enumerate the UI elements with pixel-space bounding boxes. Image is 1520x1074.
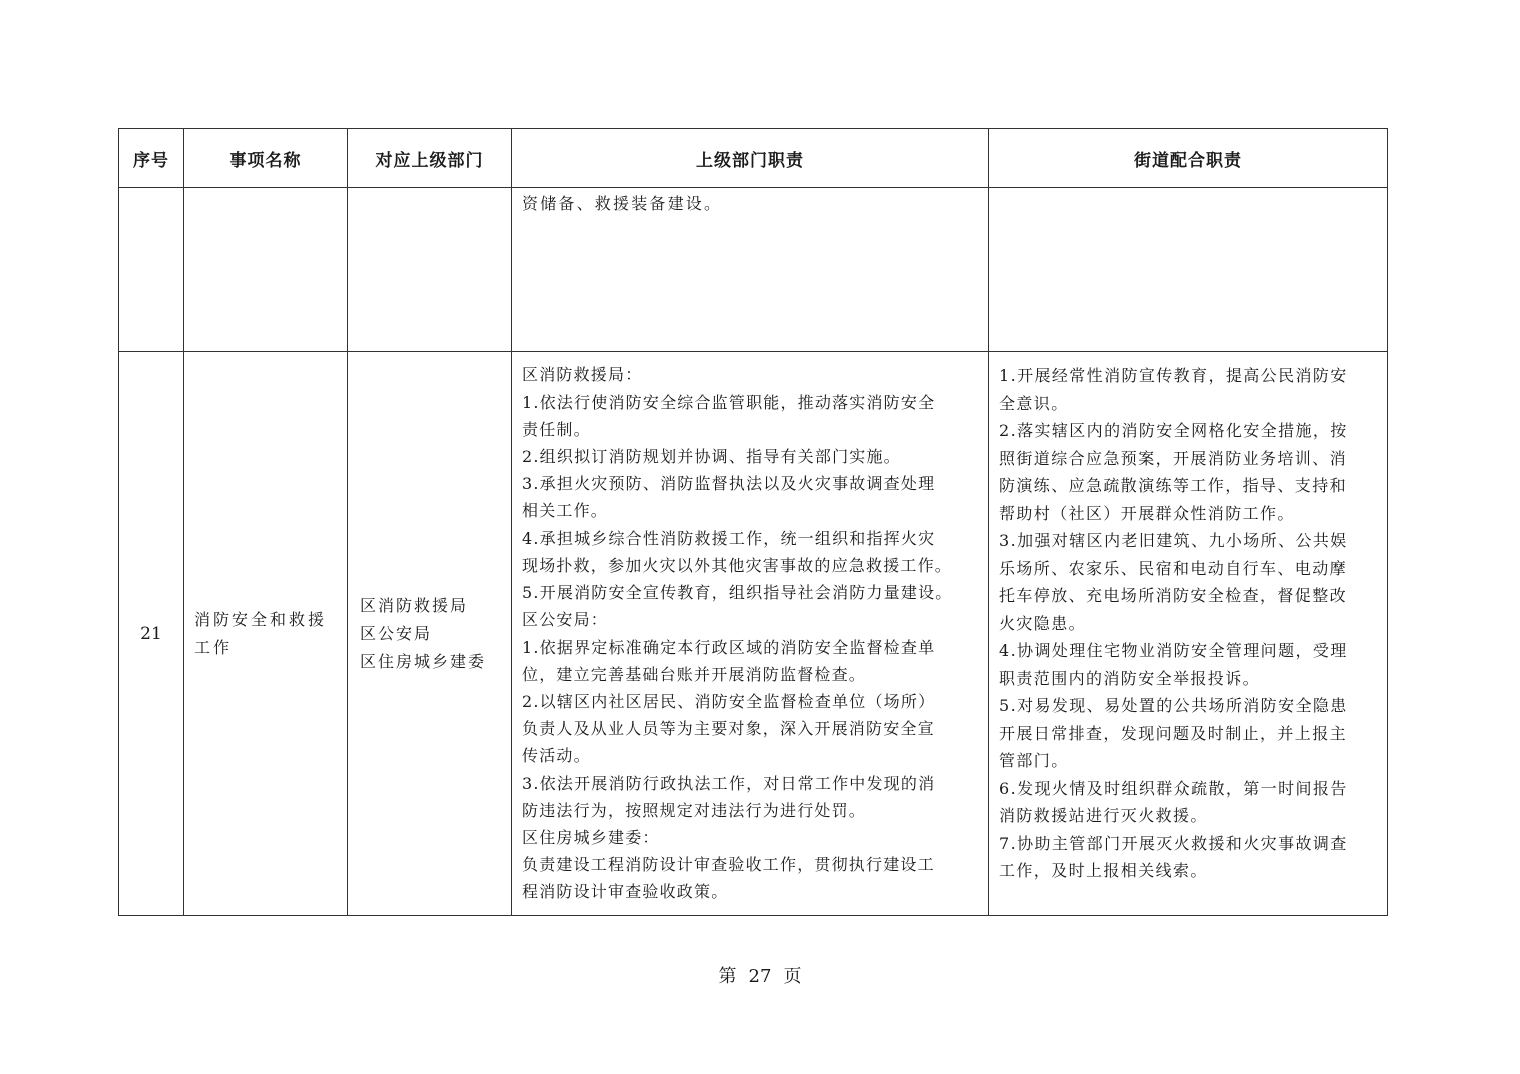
upper-duty-line: 现场扑救，参加火灾以外其他灾害事故的应急救援工作。 (522, 555, 953, 575)
header-upper-duties: 上级部门职责 (512, 129, 989, 188)
cell-no-empty (119, 188, 184, 352)
cell-name-empty (184, 188, 348, 352)
upper-duty-line: 1.依据界定标准确定本行政区域的消防安全监督检查单 (522, 637, 936, 657)
upper-duty-line: 2.组织拟订消防规划并协调、指导有关部门实施。 (522, 447, 901, 467)
street-duty-line: 托车停放、充电场所消防安全检查，督促整改 (999, 586, 1348, 605)
street-duty-line: 照街道综合应急预案，开展消防业务培训、消 (999, 448, 1348, 468)
table-row-continuation (119, 188, 1388, 352)
street-duty-line: 3.加强对辖区内老旧建筑、九小场所、公共娱 (999, 531, 1348, 550)
upper-duty-line: 负责人及从业人员等为主要对象，深入开展消防安全宣 (522, 719, 935, 739)
street-duty-line: 7.协助主管部门开展灭火救援和火灾事故调查 (999, 833, 1348, 853)
upper-duties-continued-text: 资储备、救援装备建设。 (522, 194, 723, 213)
item-name-line: 工作 (194, 637, 233, 657)
page-suffix: 页 (783, 966, 802, 987)
street-duty-line: 4.协调处理住宅物业消防安全管理问题，受理 (999, 641, 1348, 660)
street-duty-line: 2.落实辖区内的消防安全网格化安全措施，按 (999, 421, 1348, 440)
street-duty-line: 全意识。 (999, 393, 1069, 413)
street-duties-text (989, 352, 1387, 885)
street-duty-line: 开展日常排查，发现问题及时制止，并上报主 (999, 723, 1348, 743)
department-line: 区住房城乡建委 (360, 651, 487, 671)
street-duty-line: 6.发现火情及时组织群众疏散，第一时间报告 (999, 778, 1348, 798)
header-no: 序号 (119, 129, 184, 188)
upper-duty-line: 防违法行为，按照规定对违法行为进行处罚。 (522, 800, 867, 820)
cell-item-name (184, 352, 348, 916)
upper-department-text (348, 592, 511, 676)
item-name-text (184, 606, 347, 662)
street-duty-line: 乐场所、农家乐、民宿和电动自行车、电动摩 (999, 558, 1348, 578)
upper-duty-line: 区公安局： (522, 610, 609, 630)
upper-duty-line: 相关工作。 (522, 501, 609, 521)
street-duty-line: 1.开展经常性消防宣传教育，提高公民消防安 (999, 366, 1348, 385)
street-duty-line: 防演练、应急疏散演练等工作，指导、支持和 (999, 476, 1348, 495)
table-header-row (119, 129, 1388, 188)
street-duty-line: 火灾隐患。 (999, 613, 1087, 633)
upper-duty-line: 传活动。 (522, 746, 591, 766)
street-duty-line: 5.对易发现、易处置的公共场所消防安全隐患 (999, 696, 1348, 715)
street-duty-line: 消防救援站进行灭火救援。 (999, 806, 1208, 825)
upper-duty-line: 3.承担火灾预防、消防监督执法以及火灾事故调查处理 (522, 474, 936, 494)
upper-duty-line: 程消防设计审查验收政策。 (522, 882, 729, 902)
upper-duty-line: 2.以辖区内社区居民、消防安全监督检查单位（场所） (522, 691, 936, 711)
upper-duty-line: 位，建立完善基础台账并开展消防监督检查。 (522, 664, 867, 684)
department-line: 区消防救援局 (360, 595, 469, 615)
street-duty-line: 帮助村（社区）开展群众性消防工作。 (999, 503, 1295, 523)
department-line: 区公安局 (360, 623, 433, 643)
upper-duty-line: 3.依法开展消防行政执法工作，对日常工作中发现的消 (522, 773, 936, 793)
page-number: 27 (748, 966, 772, 987)
duty-table (118, 128, 1388, 916)
cell-row-number: 21 (119, 352, 184, 916)
upper-duty-line: 负责建设工程消防设计审查验收工作，贯彻执行建设工 (522, 855, 935, 875)
header-item-name: 事项名称 (184, 129, 348, 188)
street-duty-line: 职责范围内的消防安全举报投诉。 (999, 668, 1261, 688)
header-upper-department: 对应上级部门 (348, 129, 512, 188)
header-street-duties: 街道配合职责 (989, 129, 1388, 188)
cell-dept-empty (348, 188, 512, 352)
upper-duty-line: 区消防救援局： (522, 365, 643, 385)
cell-street-duties (989, 352, 1388, 916)
upper-duty-line: 5.开展消防安全宣传教育，组织指导社会消防力量建设。 (522, 583, 953, 603)
upper-duties-text (512, 361, 988, 905)
upper-duty-line: 责任制。 (522, 419, 591, 439)
upper-duty-line: 区住房城乡建委： (522, 827, 660, 847)
cell-street-empty (989, 188, 1388, 352)
street-duty-line: 工作，及时上报相关线索。 (999, 861, 1208, 880)
upper-duty-line: 1.依法行使消防安全综合监管职能，推动落实消防安全 (522, 392, 936, 412)
table-row-21 (119, 352, 1388, 916)
cell-upper-duties-continued (512, 188, 989, 352)
upper-duty-line: 4.承担城乡综合性消防救援工作，统一组织和指挥火灾 (522, 528, 936, 548)
street-duty-line: 管部门。 (999, 751, 1069, 770)
page-prefix: 第 (718, 966, 737, 987)
item-name-line: 消防安全和救援 (194, 609, 328, 629)
page-number-footer (0, 962, 1520, 988)
cell-upper-department (348, 352, 512, 916)
cell-upper-duties (512, 352, 989, 916)
